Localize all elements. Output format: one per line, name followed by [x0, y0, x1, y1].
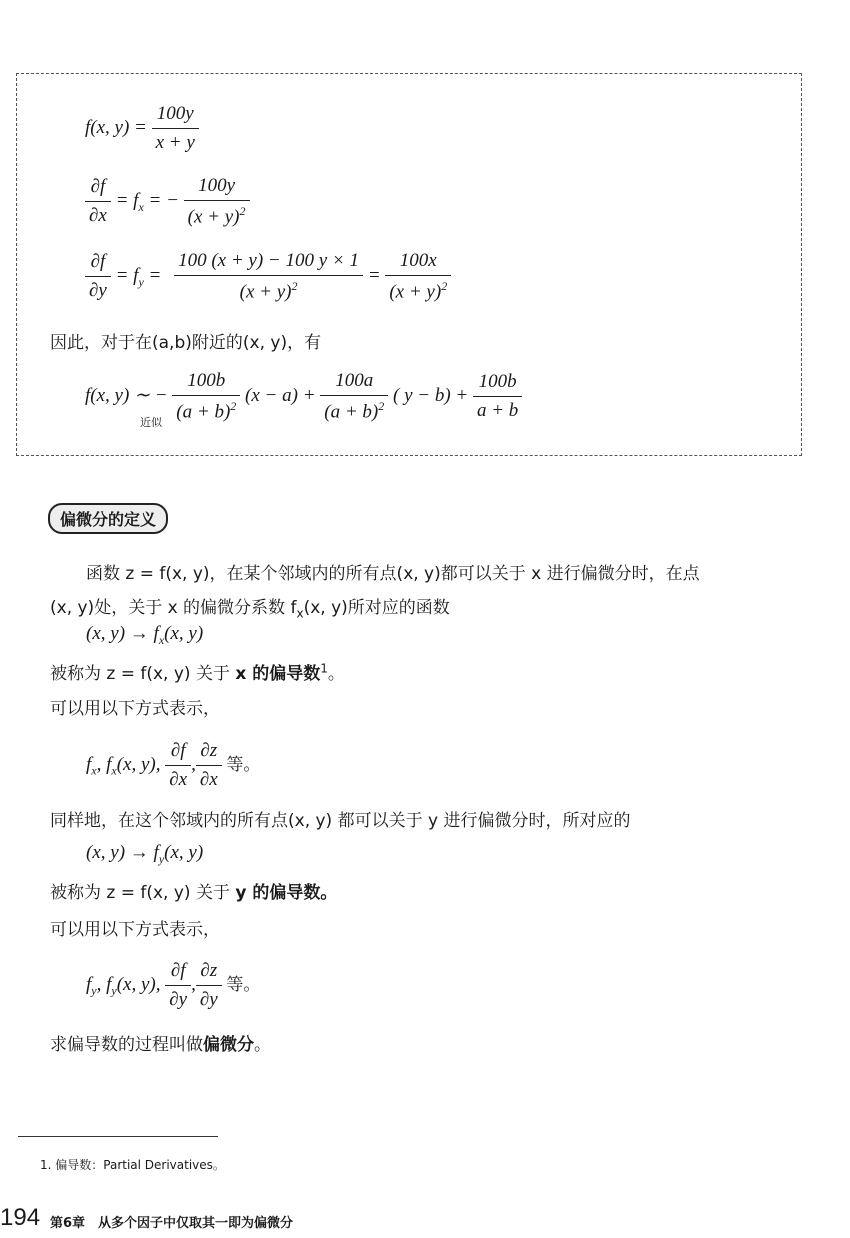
therefore-text: 因此，对于在(a,b)附近的(x, y)，有	[50, 333, 322, 353]
equation-fy: $\frac{\partial f}{\partial y}$ = $f_y$ = $\frac{100 (x + y) - 100 y \times 1}{(x + y)^2}$ = $\frac{100x}{(x + y)^2}$	[85, 250, 451, 303]
express-text-2: 可以用以下方式表示，	[50, 920, 220, 940]
notation-y: $f_y$, $f_y(x$, y), $\frac{\partial f}{\partial y}$ , $\frac{\partial z}{\partial y}$ 等。	[86, 960, 261, 1010]
chapter-title: 第6章 从多个因子中仅取其一即为偏微分	[50, 1216, 294, 1231]
equation-approx: f(x, y) ∼ − $\frac{100b}{(a + b)^2}$ (x − a) + $\frac{100a}{(a + b)^2}$ ( y − b) + $\frac{100b}{a + b}$	[85, 370, 522, 423]
para1-line1: 函数 z = f(x, y)，在某个邻域内的所有点(x, y)都可以关于 x 进行偏微分时，在点	[86, 564, 700, 584]
page-number: 194	[0, 1204, 41, 1231]
section-title: 偏微分的定义	[48, 503, 168, 534]
process-text: 求偏导数的过程叫做偏微分。	[50, 1035, 271, 1055]
footnote: 1. 偏导数：Partial Derivatives。	[40, 1158, 225, 1172]
para1-line2: (x, y)处，关于 x 的偏微分系数 $f_x(x$, y)所对应的函数	[50, 598, 450, 621]
equation-f: f(x, y) = $\frac{100y}{x + y}$	[85, 103, 199, 154]
notation-x: $f_x$, $f_x(x$, y), $\frac{\partial f}{\partial x}$ , $\frac{\partial z}{\partial x}$ 等。	[86, 740, 261, 790]
called-partial-x: 被称为 z = f(x, y) 关于 x 的偏导数$^1$。	[50, 661, 345, 684]
similarly-text: 同样地，在这个邻域内的所有点(x, y) 都可以关于 y 进行偏微分时，所对应的	[50, 811, 631, 831]
mapping-x: (x, $y) \to f_x(x$, y)	[86, 623, 204, 647]
footnote-rule	[18, 1136, 218, 1137]
approx-label: 近似	[140, 416, 162, 429]
mapping-y: (x, $y) \to f_y(x$, y)	[86, 842, 204, 866]
called-partial-y: 被称为 z = f(x, y) 关于 y 的偏导数。	[50, 883, 338, 903]
express-text-1: 可以用以下方式表示，	[50, 699, 220, 719]
equation-fx: $\frac{\partial f}{\partial x}$ = $f_x$ = − $\frac{100y}{(x + y)^2}$	[85, 175, 250, 228]
